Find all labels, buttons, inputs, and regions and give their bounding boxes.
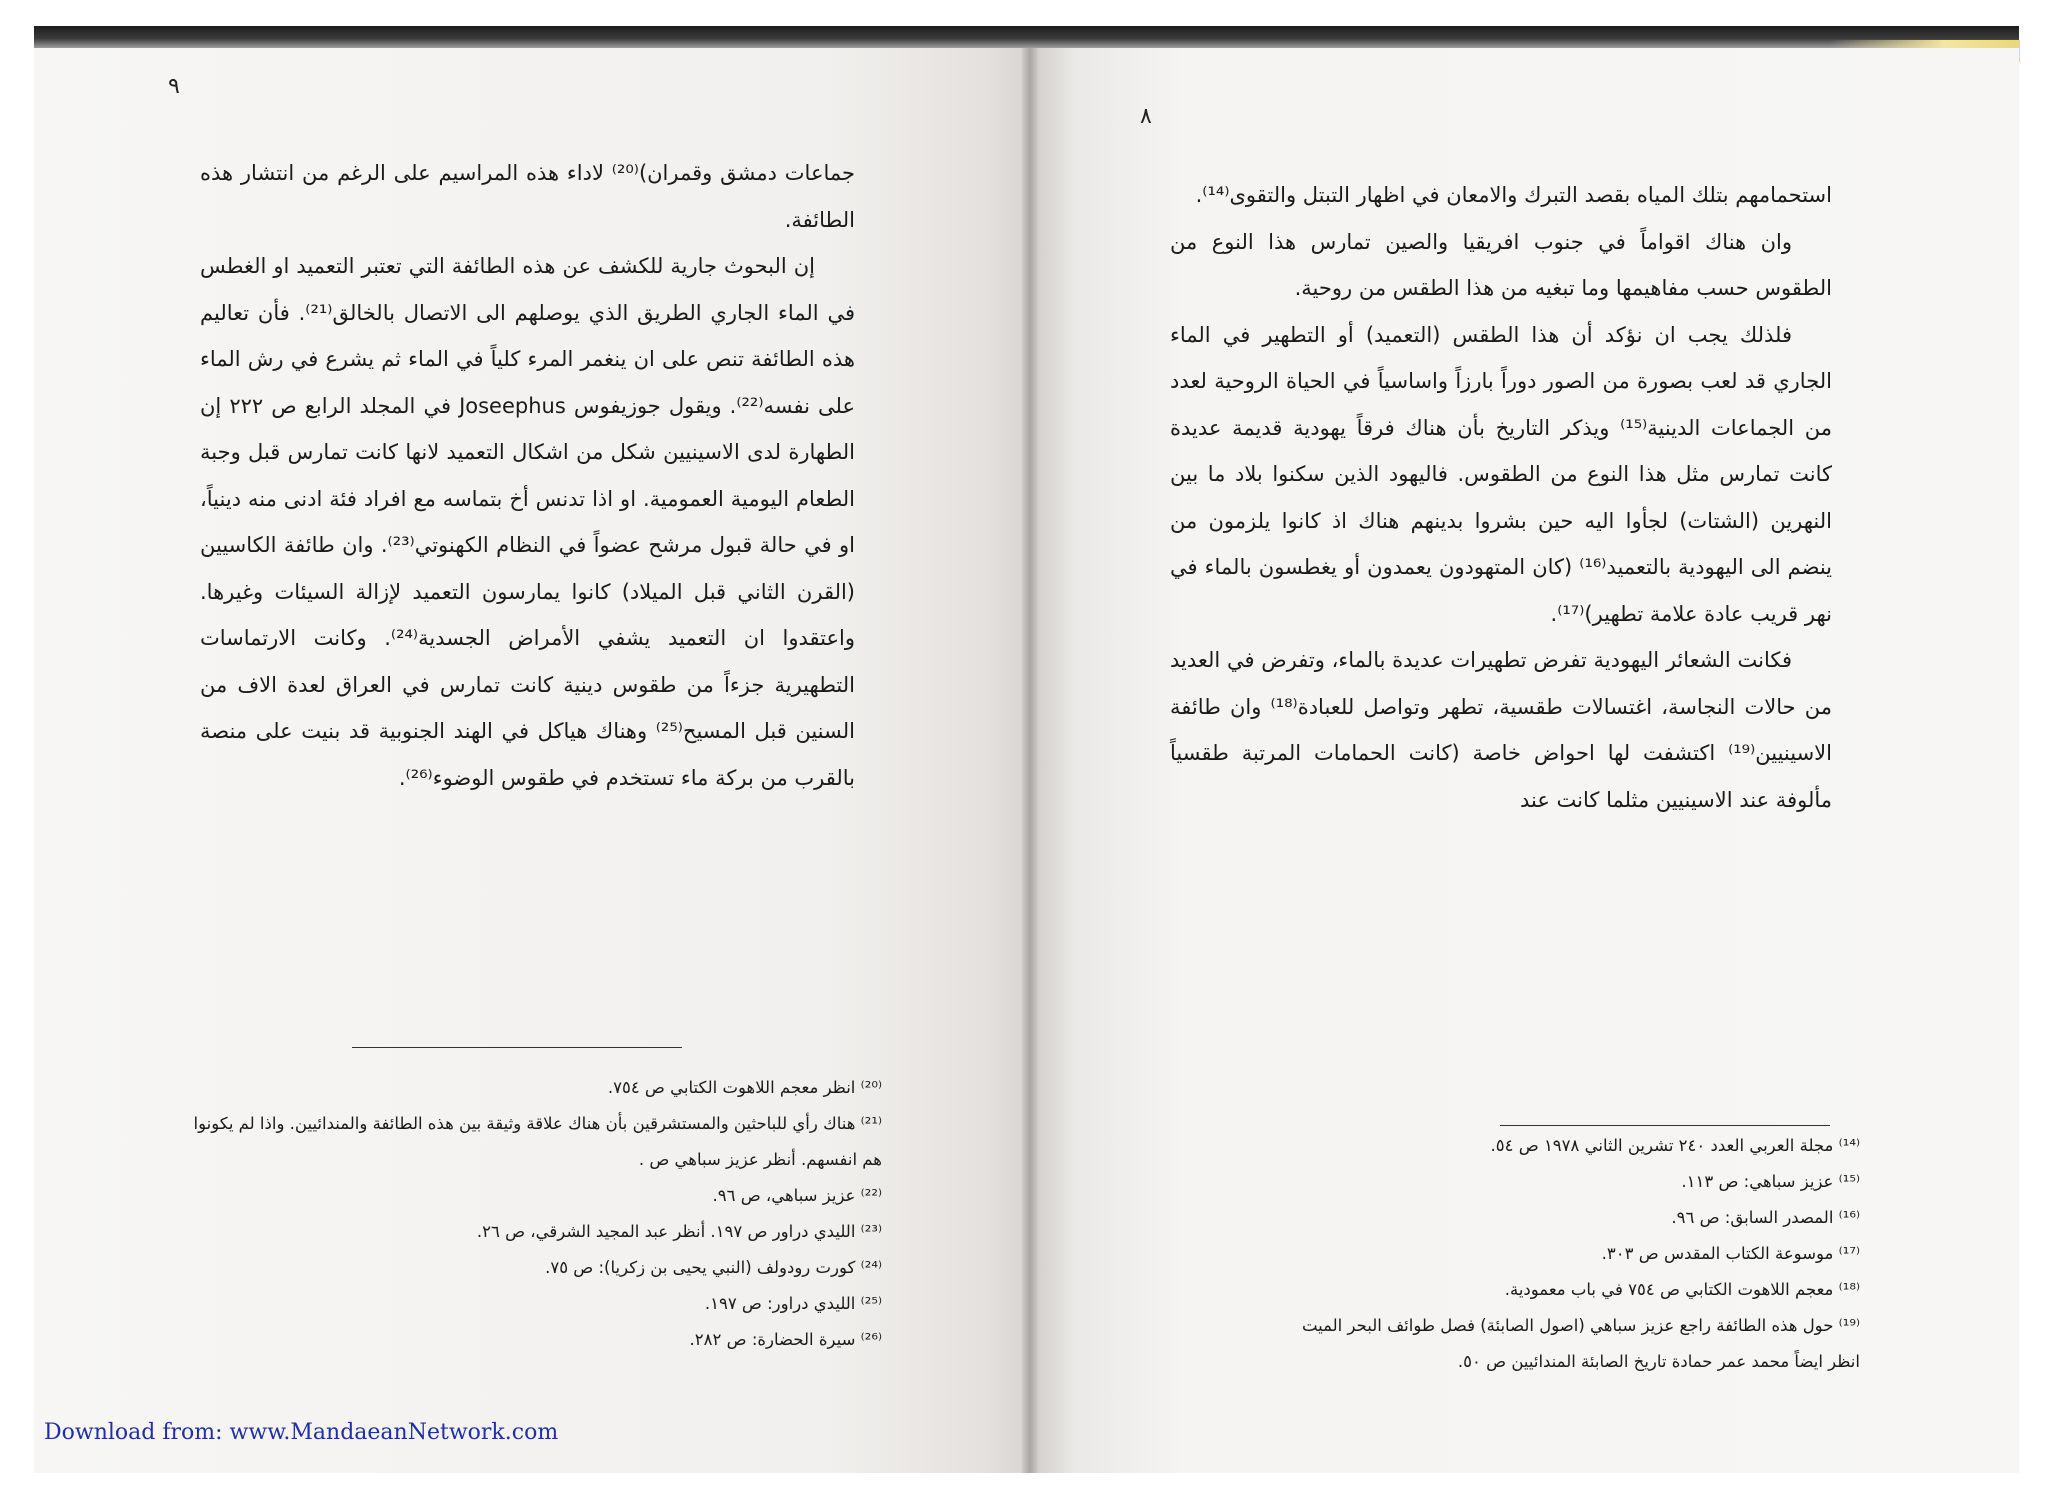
footnote-20: ⁽²⁰⁾ انظر معجم اللاهوت الكتابي ص ٧٥٤. <box>607 1078 882 1097</box>
footnote-24: ⁽²⁴⁾ كورت رودولف (النبي يحيى بن زكريا): ص ٧٥. <box>545 1258 882 1277</box>
right-paragraph-1: استحمامهم بتلك المياه بقصد التبرك والامعان في اظهار التبتل والتقوى⁽¹⁴⁾. <box>1195 183 1832 207</box>
right-paragraph-3: فلذلك يجب ان نؤكد أن هذا الطقس (التعميد) أو التطهير في الماء الجاري قد لعب بصورة من الصور دوراً بارزاً واساسياً في الحياة الروحية لعدد من الجماعات الدينية⁽¹⁵⁾ ويذكر التاريخ بأن هناك فرقاً يهودية قديمة عديدة كانت تمارس مثل هذا النوع من الطقوس. فاليهود الذين سكنوا بلاد ما بين النهرين (الشتات) لجأوا اليه حين بشروا بدينهم هناك اذ كانوا يلزمون من ينضم الى اليهودية بالتعميد⁽¹⁶⁾ (كان المتهودون يعمدون أو يغطسون بالماء في نهر قريب عادة علامة تطهير)⁽¹⁷⁾. <box>1170 322 1833 626</box>
download-source-link[interactable]: Download from: www.MandaeanNetwork.com <box>44 1420 559 1445</box>
footnote-26: ⁽²⁶⁾ سيرة الحضارة: ص ٢٨٢. <box>689 1330 882 1349</box>
left-page-body <box>200 150 855 801</box>
footnote-17: ⁽¹⁷⁾ موسوعة الكتاب المقدس ص ٣٠٣. <box>1601 1244 1860 1263</box>
left-footnotes <box>192 1070 882 1358</box>
left-paragraph-1: جماعات دمشق وقمران)⁽²⁰⁾ لاداء هذه المراسيم على الرغم من انتشار هذه الطائفة. <box>200 161 855 232</box>
left-paragraph-2: إن البحوث جارية للكشف عن هذه الطائفة التي تعتبر التعميد او الغطس في الماء الجاري الطريق الذي يوصلهم الى الاتصال بالخالق⁽²¹⁾. فأن تعاليم هذه الطائفة تنص على ان ينغمر المرء كلياً في الماء ثم يشرع في رش الماء على نفسه⁽²²⁾. ويقول جوزيفوس Joseephus في المجلد الرابع ص ٢٢٢ إن الطهارة لدى الاسينيين شكل من اشكال التعميد لانها كانت تمارس قبل وجبة الطعام اليومية العمومية. او اذا تدنس أخ بتماسه مع افراد فئة ادنى منه دينياً، او في حالة قبول مرشح عضواً في النظام الكهنوتي⁽²³⁾. وان طائفة الكاسيين (القرن الثاني قبل الميلاد) كانوا يمارسون التعميد لإزالة السيئات وغيرها. واعتقدوا ان التعميد يشفي الأمراض الجسدية⁽²⁴⁾. وكانت الارتماسات التطهيرية جزءاً من طقوس دينية كانت تمارس في العراق لعدة الاف من السنين قبل المسيح⁽²⁵⁾ وهناك هياكل في الهند الجنوبية قد بنيت على منصة بالقرب من بركة ماء تستخدم في طقوس الوضوء⁽²⁶⁾. <box>200 254 856 790</box>
left-page-number: ٩ <box>168 74 180 99</box>
footnote-23: ⁽²³⁾ الليدي دراور ص ١٩٧. أنظر عبد المجيد الشرقي، ص ٢٦. <box>476 1222 882 1241</box>
left-footnote-separator <box>352 1047 682 1048</box>
footnote-18: ⁽¹⁸⁾ معجم اللاهوت الكتابي ص ٧٥٤ في باب معمودية. <box>1504 1280 1860 1299</box>
right-footnotes <box>1268 1128 1860 1380</box>
right-page-number: ٨ <box>1140 104 1152 129</box>
right-page-body <box>1170 172 1832 823</box>
footnote-21: ⁽²¹⁾ هناك رأي للباحثين والمستشرقين بأن هناك علاقة وثيقة بين هذه الطائفة والمندائيين. واذا لم يكونوا هم انفسهم. أنظر عزيز سباهي ص . <box>193 1114 882 1169</box>
footnote-14: ⁽¹⁴⁾ مجلة العربي العدد ٢٤٠ تشرين الثاني ١٩٧٨ ص ٥٤. <box>1490 1136 1860 1155</box>
footnote-22: ⁽²²⁾ عزيز سباهي، ص ٩٦. <box>712 1186 882 1205</box>
footnote-15: ⁽¹⁵⁾ عزيز سباهي: ص ١١٣. <box>1681 1172 1860 1191</box>
footnote-19: ⁽¹⁹⁾ حول هذه الطائفة راجع عزيز سباهي (اصول الصابئة) فصل طوائف البحر الميت انظر ايضاً محمد عمر حمادة تاريخ الصابئة المندائيين ص ٥٠. <box>1301 1316 1860 1371</box>
footnote-25: ⁽²⁵⁾ الليدي دراور: ص ١٩٧. <box>704 1294 882 1313</box>
right-footnote-separator <box>1500 1125 1830 1126</box>
book-gutter <box>1022 48 1038 1473</box>
right-paragraph-2: وان هناك اقواماً في جنوب افريقيا والصين تمارس هذا النوع من الطقوس حسب مفاهيمها وما تبغيه من هذا الطقس من روحية. <box>1170 229 1832 300</box>
footnote-16: ⁽¹⁶⁾ المصدر السابق: ص ٩٦. <box>1671 1208 1860 1227</box>
right-paragraph-4: فكانت الشعائر اليهودية تفرض تطهيرات عديدة بالماء، وتفرض في العديد من حالات النجاسة، اغتسالات طقسية، تطهر وتواصل للعبادة⁽¹⁸⁾ وان طائفة الاسينيين⁽¹⁹⁾ اكتشفت لها احواض خاصة (كانت الحمامات المرتبة طقسياً مألوفة عند الاسينيين مثلما كانت عند <box>1170 648 1832 812</box>
